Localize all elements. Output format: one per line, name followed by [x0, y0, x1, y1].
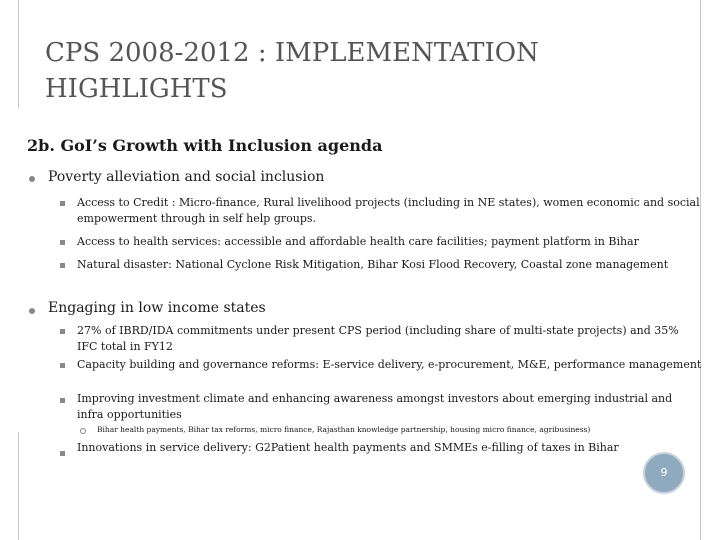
- page-number-badge: 9: [643, 452, 685, 494]
- square-bullet-icon: [60, 398, 65, 403]
- list-item: Improving investment climate and enhancing awareness amongst investors about emerging industrial and infra opportunities: [77, 392, 673, 421]
- square-bullet-icon: [60, 201, 65, 206]
- bullet-icon: [29, 308, 35, 314]
- list-item: Access to Credit : Micro-finance, Rural livelihood projects (including in NE states), women economic and social empowerment through in self help groups.: [77, 196, 700, 225]
- sub-list-item: Bihar health payments, Bihar tax reforms, micro finance, Rajasthan knowledge partnership, housing micro finance, agribusiness): [97, 425, 591, 434]
- square-bullet-icon: [60, 363, 65, 368]
- list-item: Access to health services: accessible and affordable health care facilities; payment platform in Bihar: [77, 235, 639, 248]
- hollow-bullet-icon: [80, 428, 86, 434]
- square-bullet-icon: [60, 451, 65, 456]
- slide-title: CPS 2008-2012 : IMPLEMENTATION HIGHLIGHTS: [45, 38, 539, 104]
- square-bullet-icon: [60, 240, 65, 245]
- square-bullet-icon: [60, 329, 65, 334]
- list-item: Capacity building and governance reforms: E-service delivery, e-procurement, M&E, performance management: [77, 358, 702, 371]
- frame-line-bottom: [18, 432, 19, 540]
- list-item: Innovations in service delivery: G2Patient health payments and SMMEs e-filling of taxes in Bihar: [77, 441, 619, 454]
- list-item: 27% of IBRD/IDA commitments under present CPS period (including share of multi-state projects) and 35% IFC total in FY12: [77, 324, 679, 353]
- section-heading-low-income: Engaging in low income states: [48, 300, 266, 316]
- square-bullet-icon: [60, 263, 65, 268]
- section-heading-poverty: Poverty alleviation and social inclusion: [48, 169, 325, 185]
- bullet-icon: [29, 176, 35, 182]
- slide-subtitle: 2b. GoI’s Growth with Inclusion agenda: [27, 136, 383, 155]
- list-item: Natural disaster: National Cyclone Risk Mitigation, Bihar Kosi Flood Recovery, Coastal zone management: [77, 258, 669, 271]
- frame-line-top: [18, 0, 19, 108]
